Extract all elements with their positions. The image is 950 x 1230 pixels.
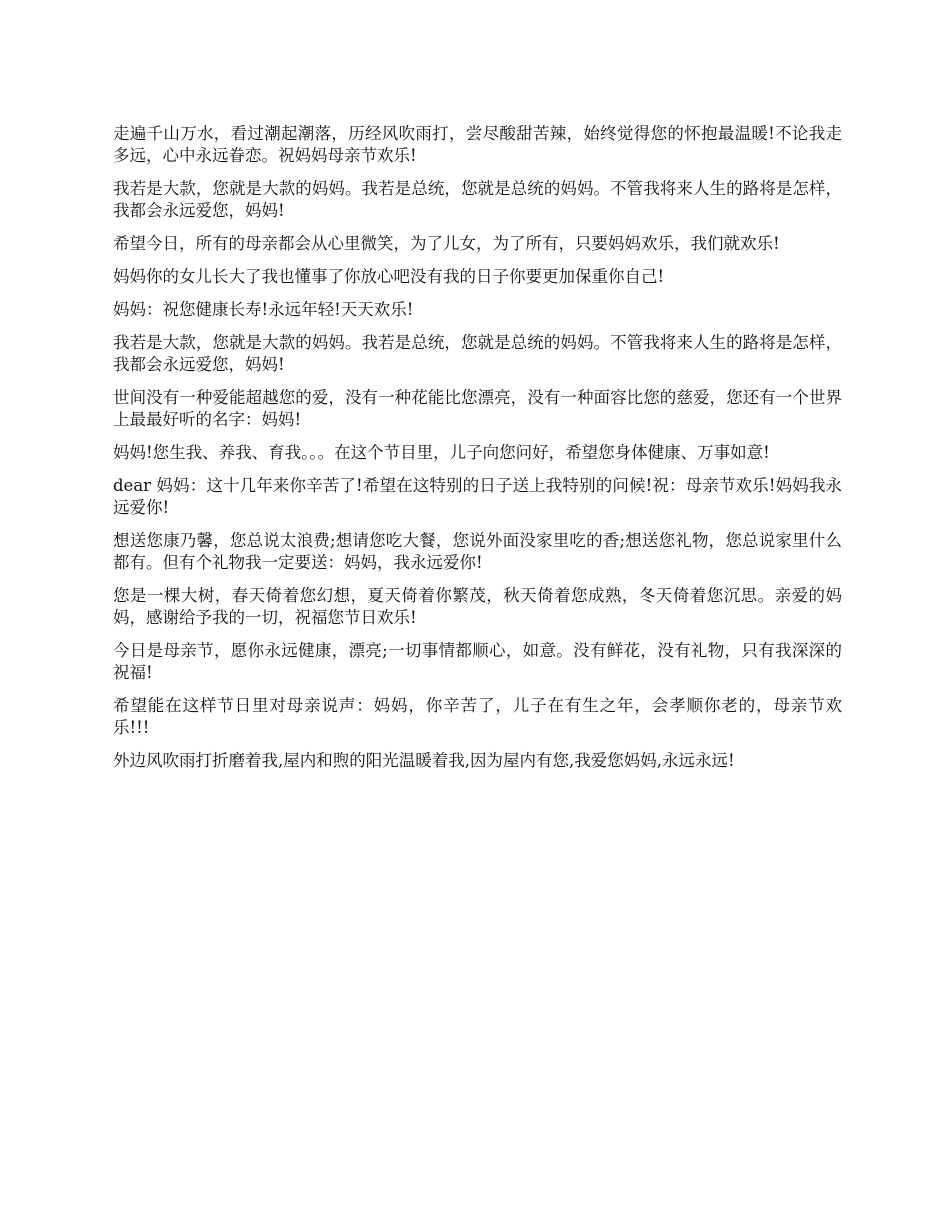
- paragraph-1: 走遍千山万水，看过潮起潮落，历经风吹雨打，尝尽酸甜苦辣，始终觉得您的怀抱最温暖!不论我走多远，心中永远眷恋。祝妈妈母亲节欢乐!: [113, 124, 842, 165]
- paragraph-14: 外边风吹雨打折磨着我,屋内和煦的阳光温暖着我,因为屋内有您,我爱您妈妈,永远永远!: [113, 751, 735, 770]
- paragraph-13: 希望能在这样节日里对母亲说声：妈妈，你辛苦了，儿子在有生之年，会孝顺你老的，母亲节欢乐!!!: [113, 696, 842, 737]
- paragraph-12: 今日是母亲节，愿你永远健康，漂亮;一切事情都顺心，如意。没有鲜花，没有礼物，只有我深深的祝福!: [113, 641, 842, 682]
- paragraph-2: 我若是大款，您就是大款的妈妈。我若是总统，您就是总统的妈妈。不管我将来人生的路将是怎样，我都会永远爱您，妈妈!: [113, 179, 842, 220]
- paragraph-5: 妈妈：祝您健康长寿!永远年轻!天天欢乐!: [113, 300, 414, 319]
- paragraph-10: 想送您康乃馨，您总说太浪费;想请您吃大餐，您说外面没家里吃的香;想送您礼物，您总说家里什么都有。但有个礼物我一定要送：妈妈，我永远爱你!: [113, 531, 842, 572]
- paragraph-4: 妈妈你的女儿长大了我也懂事了你放心吧没有我的日子你要更加保重你自己!: [113, 267, 665, 286]
- paragraph-7: 世间没有一种爱能超越您的爱，没有一种花能比您漂亮，没有一种面容比您的慈爱，您还有一个世界上最最好听的名字：妈妈!: [113, 388, 842, 429]
- paragraph-6: 我若是大款，您就是大款的妈妈。我若是总统，您就是总统的妈妈。不管我将来人生的路将是怎样，我都会永远爱您，妈妈!: [113, 333, 842, 374]
- paragraph-8: 妈妈!您生我、养我、育我。。。在这个节目里，儿子向您问好，希望您身体健康、万事如意!: [113, 443, 770, 462]
- paragraph-9: dear 妈妈：这十几年来你辛苦了!希望在这特别的日子送上我特别的问候!祝：母亲节欢乐!妈妈我永远爱你!: [113, 476, 842, 517]
- paragraph-11: 您是一棵大树，春天倚着您幻想，夏天倚着你繁茂，秋天倚着您成熟，冬天倚着您沉思。亲爱的妈妈，感谢给予我的一切，祝福您节日欢乐!: [113, 586, 842, 627]
- paragraph-3: 希望今日，所有的母亲都会从心里微笑，为了儿女，为了所有，只要妈妈欢乐，我们就欢乐!: [113, 234, 780, 253]
